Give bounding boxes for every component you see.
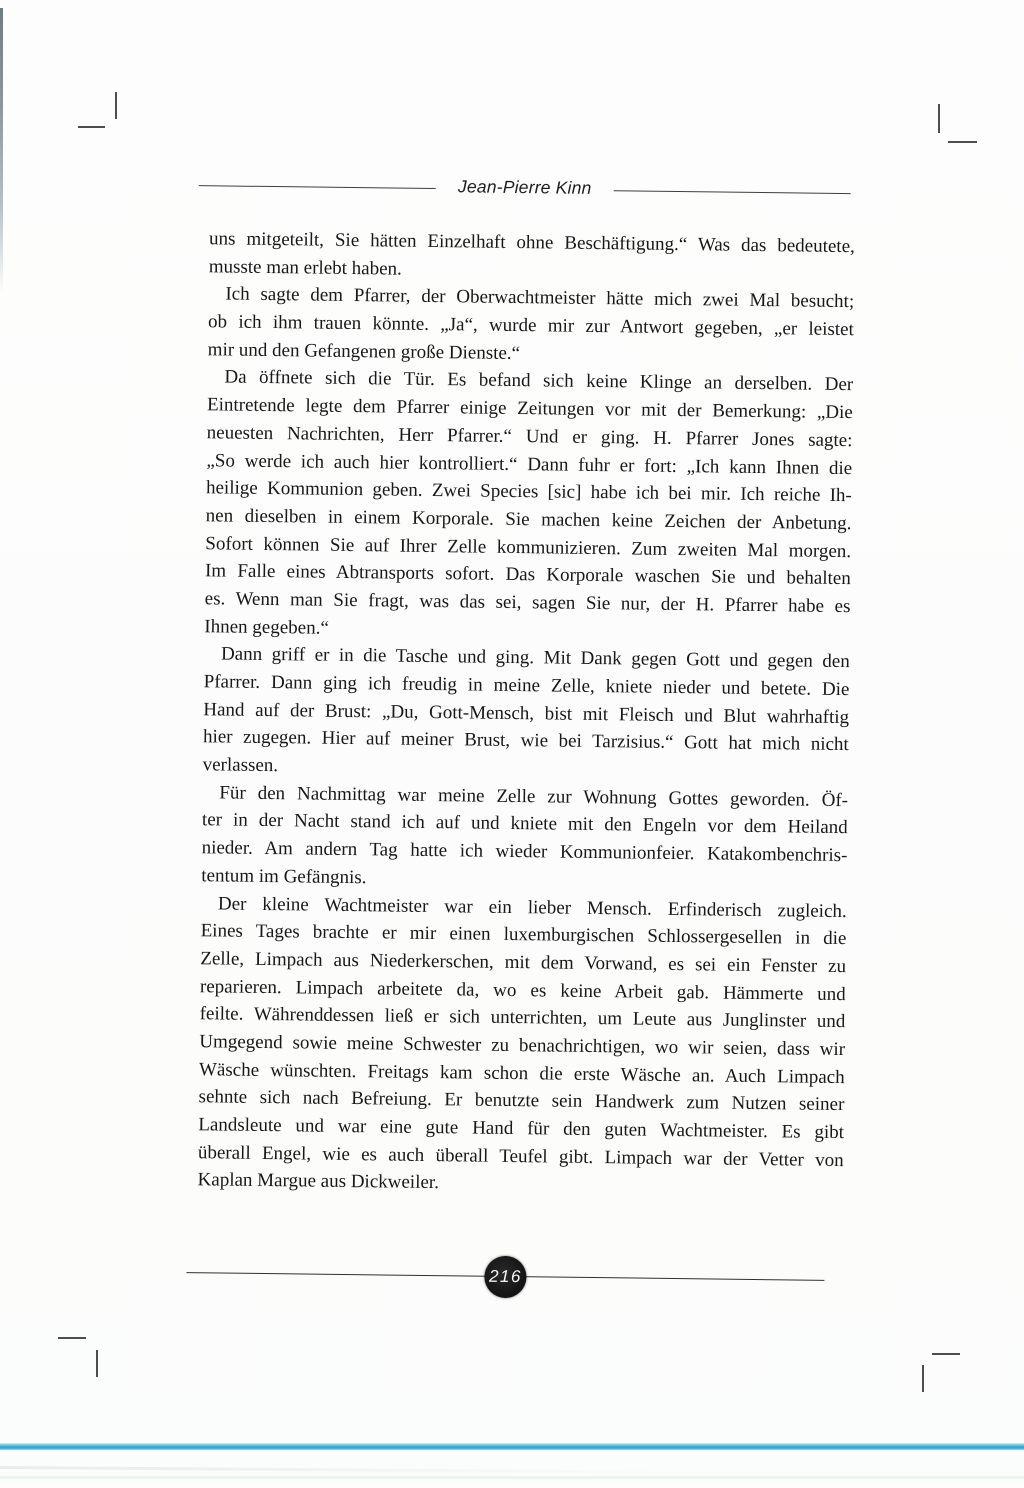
text-line: Hand auf der Brust: „Du, Gott-Mensch, bist mit Fleisch und Blut wahrhaftig (203, 698, 850, 728)
text-line: mir und den Gefangenen große Dienste.“ (207, 339, 521, 364)
text-line: Eines Tages brachte er mir einen luxemburgischen Schlossergesellen in die (200, 920, 847, 950)
header-rule-right (613, 190, 850, 194)
text-line: Ich sagte dem Pfarrer, der Oberwachtmeister hätte mich zwei Mal besucht; (225, 283, 855, 313)
text-line: Landsleute und war eine gute Hand für den guten Wachtmeister. Es gibt (198, 1114, 845, 1144)
paragraph (209, 225, 856, 288)
text-line: nen dieselben in einem Korporale. Sie machen keine Zeichen der Anbetung. (205, 505, 852, 535)
text-line: verlassen. (202, 754, 279, 777)
scan-bottom-tint (0, 1476, 1024, 1479)
text-line: Zelle, Limpach aus Niederkerschen, mit dem Vorwand, es sei ein Fenster zu (200, 948, 847, 977)
paragraph (201, 779, 848, 898)
text-line: Sofort können Sie auf Ihrer Zelle kommunizieren. Zum zweiten Mal morgen. (205, 532, 852, 562)
text-line: Pfarrer. Dann ging ich freudig in meine Zelle, kniete nieder und betete. Die (203, 671, 850, 701)
text-line: Eintretende legte dem Pfarrer einige Zeitungen vor mit der Bemerkung: „Die (206, 394, 853, 424)
paragraph (204, 364, 853, 649)
text-line: es. Wenn man Sie fragt, was das sei, sagen Sie nur, der H. Pfarrer habe es (204, 588, 851, 618)
text-line: Der kleine Wachtmeister war ein lieber Mensch. Erfinderisch zugleich. (217, 892, 847, 922)
text-line: neuesten Nachrichten, Herr Pfarrer.“ Und er ging. H. Pfarrer Jones sagte: (206, 422, 853, 451)
text-line: Wäsche wünschten. Freitags kam schon die erste Wäsche an. Auch Limpach (198, 1058, 845, 1088)
text-line: nieder. Am andern Tag hatte ich wieder Kommunionfeier. Katakombenchris- (201, 837, 848, 867)
text-line: Kaplan Margue aus Dickweiler. (197, 1169, 440, 1194)
page-number-badge (484, 1256, 527, 1299)
paragraph (208, 281, 855, 372)
text-line: sehnte sich nach Befreiung. Er benutzte sein Handwerk zum Nutzen seiner (198, 1086, 845, 1116)
running-header-author: Jean-Pierre Kinn (457, 176, 592, 198)
text-line: feilte. Währenddessen ließ er sich unterrichten, um Leute aus Junglinster und (199, 1003, 846, 1033)
text-line: Für den Nachmittag war meine Zelle zur Wohnung Gottes geworden. Öf- (219, 782, 849, 811)
text-line: heilige Kommunion geben. Zwei Species [sic] habe ich bei mir. Ich reiche Ih- (205, 477, 852, 507)
text-line: hier zugegen. Hier auf meiner Brust, wie bei Tarzisius.“ Gott hat mich nicht (202, 726, 849, 756)
text-line: ter in der Nacht stand ich auf und kniete mit den Engeln vor dem Heiland (201, 809, 848, 839)
header-rule-left (199, 185, 436, 189)
text-line: uns mitgeteilt, Sie hätten Einzelhaft ohne Beschäftigung.“ Was das bedeutete, (208, 228, 855, 258)
paragraph (203, 641, 851, 787)
text-line: Da öffnete sich die Tür. Es befand sich keine Klinge an derselben. Der (224, 366, 854, 396)
text-line: „So werde ich auch hier kontrolliert.“ Dann fuhr er fort: „Ich kann Ihnen die (206, 449, 853, 479)
text-line: überall Engel, wie es auch überall Teufel gibt. Limpach war der Vetter von (197, 1141, 844, 1171)
page-body (197, 225, 855, 1202)
paragraph (197, 890, 847, 1202)
page-number: 216 (488, 1266, 522, 1287)
text-line: Im Falle eines Abtransports sofort. Das Korporale waschen Sie und behalten (204, 560, 851, 590)
text-line: tentum im Gefängnis. (201, 865, 367, 889)
text-line: reparieren. Limpach arbeitete da, wo es keine Arbeit gab. Hämmerte und (199, 975, 846, 1005)
text-line: Dann griff er in die Tasche und ging. Mit Dank gegen Gott und gegen den (220, 643, 850, 673)
running-header (199, 173, 851, 206)
scan-accent-bar (0, 1443, 1024, 1450)
scan-edge-shadow (0, 8, 3, 292)
text-line: Umgegend sowie meine Schwester zu benachrichtigen, wo wir seien, dass wir (199, 1031, 846, 1061)
text-line: Ihnen gegeben.“ (204, 615, 329, 639)
text-line: musste man erlebt haben. (208, 255, 402, 280)
text-line: ob ich ihm trauen könnte. „Ja“, wurde mir zur Antwort gegeben, „er leistet (207, 311, 854, 341)
